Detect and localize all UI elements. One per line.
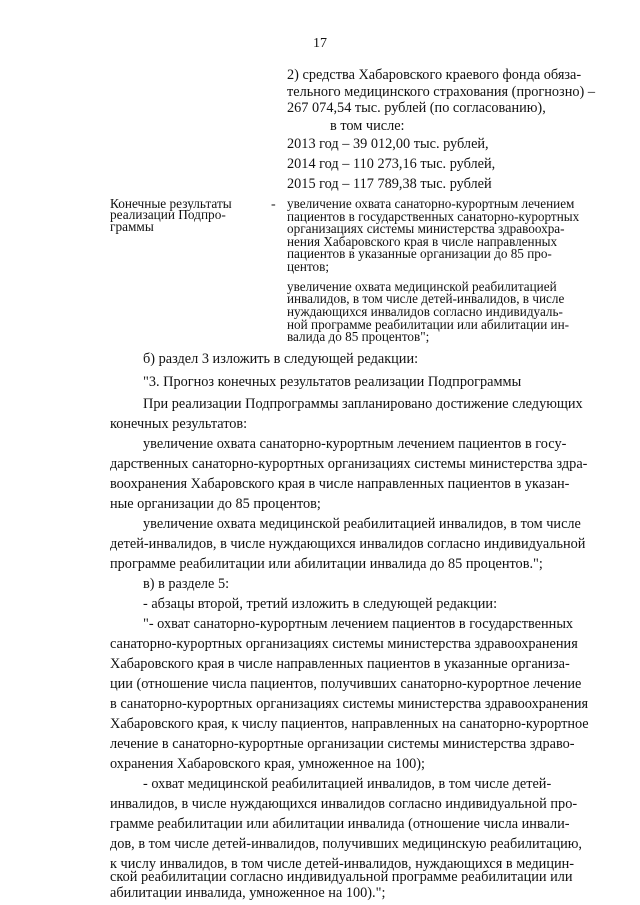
body-line: дарственных санаторно-курортных организациях системы министерства здра- <box>110 456 588 472</box>
finance-line: 2013 год – 39 012,00 тыс. рублей, <box>287 136 489 152</box>
finance-line: в том числе: <box>330 118 405 134</box>
body-line: инвалидов, в числе нуждающихся инвалидов согласно индивидуальной про- <box>110 796 578 812</box>
body-line: ные организации до 85 процентов; <box>110 496 321 512</box>
finance-line: 2) средства Хабаровского краевого фонда обяза- <box>287 67 582 83</box>
results-item2-line: валида до 85 процентов"; <box>287 329 430 344</box>
results-dash: - <box>271 197 276 212</box>
body-line: дов, в том числе детей-инвалидов, получивших медицинскую реабилитацию, <box>110 836 583 852</box>
results-label-line: граммы <box>110 219 154 234</box>
body-line: б) раздел 3 изложить в следующей редакции: <box>143 351 419 367</box>
body-line: программе реабилитации или абилитации инвалида до 85 процентов."; <box>110 556 543 572</box>
body-line: - абзацы второй, третий изложить в следующей редакции: <box>143 596 498 612</box>
results-item2-line: ной программе реабилитации или абилитации ин- <box>287 317 570 332</box>
body-line: охранения Хабаровского края, умноженное на 100); <box>110 756 426 772</box>
results-item1-line: нения Хабаровского края в числе направленных <box>287 234 558 249</box>
results-item2-line: нуждающихся инвалидов согласно индивидуаль- <box>287 304 563 319</box>
body-line: ской реабилитации согласно индивидуальной программе реабилитации или <box>110 869 573 885</box>
finance-line: 2015 год – 117 789,38 тыс. рублей <box>287 176 492 192</box>
results-item2-line: инвалидов, в том числе детей-инвалидов, в числе <box>287 291 565 306</box>
body-line: Хабаровского края, к числу пациентов, направленных на санаторно-курортное <box>110 716 589 732</box>
body-line: При реализации Подпрограммы запланировано достижение следующих <box>143 396 583 412</box>
body-line: увеличение охвата санаторно-курортным лечением пациентов в госу- <box>143 436 567 452</box>
finance-line: 267 074,54 тыс. рублей (по согласованию), <box>287 100 546 116</box>
body-line: в санаторно-курортных организациях системы министерства здравоохранения <box>110 696 589 712</box>
body-line: Хабаровского края в числе направленных пациентов в указанные организа- <box>110 656 570 672</box>
results-item1-line: пациентов в указанные организации до 85 про- <box>287 246 552 261</box>
body-line: "- охват санаторно-курортным лечением пациентов в государственных <box>143 616 574 632</box>
finance-line: 2014 год – 110 273,16 тыс. рублей, <box>287 156 496 172</box>
results-item1-line: центов; <box>287 259 330 274</box>
body-line: воохранения Хабаровского края в числе направленных пациентов в указан- <box>110 476 570 492</box>
results-item1-line: увеличение охвата санаторно-курортным лечением <box>287 196 575 211</box>
results-item2-line: увеличение охвата медицинской реабилитацией <box>287 279 557 294</box>
results-label-line: Конечные результаты <box>110 196 232 211</box>
results-item1-line: организациях системы министерства здравоохра- <box>287 221 565 236</box>
page-number: 17 <box>313 36 327 51</box>
body-line: лечение в санаторно-курортные организации системы министерства здраво- <box>110 736 575 752</box>
body-line: увеличение охвата медицинской реабилитацией инвалидов, в том числе <box>143 516 581 532</box>
body-line: в) в разделе 5: <box>143 576 230 592</box>
body-line: абилитации инвалида, умноженное на 100)."; <box>110 885 386 901</box>
body-line: - охват медицинской реабилитацией инвалидов, в том числе детей- <box>143 776 552 792</box>
finance-line: тельного медицинского страхования (прогнозно) – <box>287 84 595 100</box>
body-line: детей-инвалидов, в числе нуждающихся инвалидов согласно индивидуальной <box>110 536 586 552</box>
body-line: конечных результатов: <box>110 416 248 432</box>
results-label-line: реализации Подпро- <box>110 207 226 222</box>
section-heading: "3. Прогноз конечных результатов реализации Подпрограммы <box>143 374 522 390</box>
body-line: ции (отношение числа пациентов, получивших санаторно-курортное лечение <box>110 676 582 692</box>
body-line: санаторно-курортных организациях системы министерства здравоохранения <box>110 636 578 652</box>
body-line: грамме реабилитации или абилитации инвалида (отношение числа инвали- <box>110 816 570 832</box>
results-item1-line: пациентов в государственных санаторно-курортных <box>287 209 580 224</box>
body-line: к числу инвалидов, в том числе детей-инвалидов, нуждающихся в медицин- <box>110 856 575 872</box>
